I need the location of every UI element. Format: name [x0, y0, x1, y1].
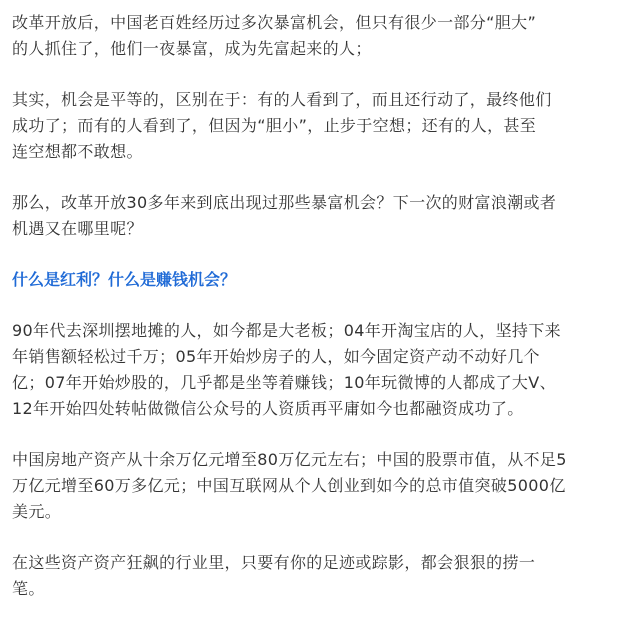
text-line: 改革开放后，中国老百姓经历过多次暴富机会，但只有很少一部分“胆大” — [12, 13, 537, 32]
text-line: 12年开始四处转帖做微信公众号的人资质再平庸如今也都融资成功了。 — [12, 399, 524, 418]
paragraph-conclusion — [12, 550, 614, 602]
paragraph-opportunity — [12, 87, 614, 165]
text-line: 的人抓住了，他们一夜暴富，成为先富起来的人； — [12, 39, 372, 58]
text-line: 笔。 — [12, 579, 45, 598]
text-line: 亿；07年开始炒股的，几乎都是坐等着赚钱；10年玩微博的人都成了大V、 — [12, 373, 556, 392]
text-line: 其实，机会是平等的，区别在于：有的人看到了，而且还行动了，最终他们 — [12, 90, 552, 109]
paragraph-intro — [12, 10, 614, 62]
text-line: 连空想都不敢想。 — [12, 142, 143, 161]
text-line: 万亿元增至60万多亿元；中国互联网从个人创业到如今的总市值突破5000亿 — [12, 476, 566, 495]
text-line: 年销售额轻松过千万；05年开始炒房子的人，如今固定资产动不动好几个 — [12, 347, 540, 366]
paragraph-examples — [12, 318, 614, 422]
text-line: 中国房地产资产从十余万亿元增至80万亿元左右；中国的股票市值，从不足5 — [12, 450, 567, 469]
section-heading: 什么是红利？什么是赚钱机会？ — [12, 270, 237, 289]
text-line: 美元。 — [12, 502, 62, 521]
text-line: 90年代去深圳摆地摊的人，如今都是大老板；04年开淘宝店的人，坚持下来 — [12, 321, 561, 340]
paragraph-assets — [12, 447, 614, 525]
text-line: 那么，改革开放30多年来到底出现过那些暴富机会？下一次的财富浪潮或者 — [12, 193, 557, 212]
paragraph-question — [12, 190, 614, 242]
text-line: 成功了；而有的人看到了，但因为“胆小”，止步于空想；还有的人，甚至 — [12, 116, 537, 135]
text-line: 在这些资产资产狂飙的行业里，只要有你的足迹或踪影，都会狠狠的捞一 — [12, 553, 536, 572]
text-line: 机遇又在哪里呢？ — [12, 219, 143, 238]
